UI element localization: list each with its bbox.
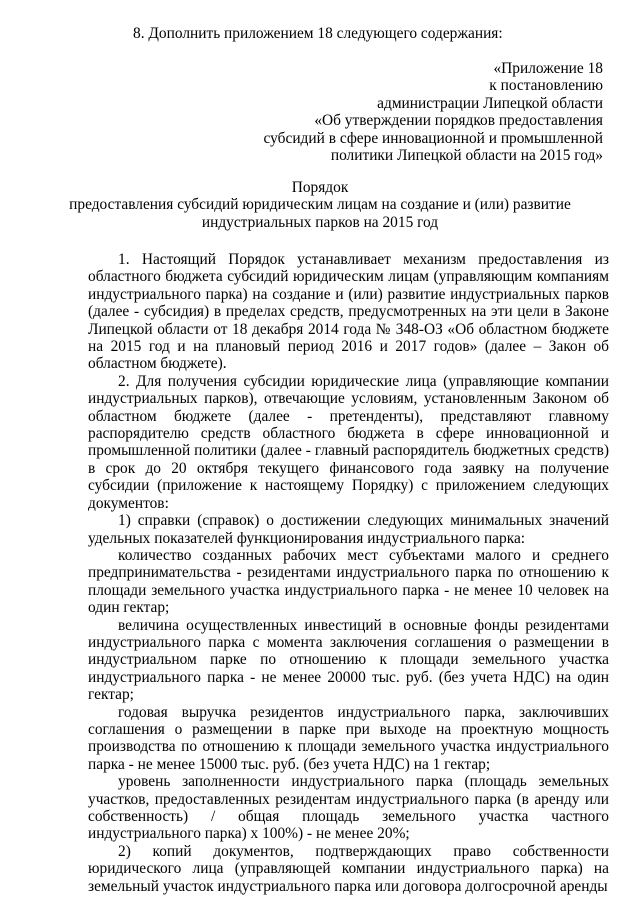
appendix-line: политики Липецкой области на 2015 год» [330,147,603,165]
title-line: Порядок [291,179,349,196]
appendix-line: к постановлению [489,77,603,95]
title-line: индустриальных парков на 2015 год [201,213,439,231]
paragraph: годовая выручка резидентов индустриального парка, заключивших соглашения о размещении в парке при выходе на проектную мощность производства по отношению к площади земельного участка индустриального парка - не менее 15000 тыс. руб. (без учета НДС) на 1 гектар; [88,703,609,773]
paragraph: 1. Настоящий Порядок устанавливает механизм предоставления из областного бюджета субсидий юридическим лицам (управляющим компаниям индустриального парка) на создание и (или) развитие индустриальных парков (далее - субсидия) в пределах средств, предусмотренных на эти цели в Законе Липецкой области от 18 декабря 2014 года № 348-ОЗ «Об областном бюджете на 2015 год и на плановый период 2016 и 2017 годов» (далее – Закон об областном бюджете). [88,251,609,373]
paragraph: величина осуществленных инвестиций в основные фонды резидентами индустриального парка с момента заключения соглашения о размещении в индустриальном парке по отношению к площади земельного участка индустриального парка - не менее 20000 тыс. руб. (без учета НДС) на один гектар; [88,616,609,704]
appendix-header [264,60,603,164]
paragraph: 2. Для получения субсидии юридические лица (управляющие компании индустриальных парков), отвечающие условиям, установленным Законом об областном бюджете (далее - претенденты), представляют главному распорядителю средств областного бюджета в сфере инновационной и промышленной политики (далее - главный распорядитель бюджетных средств) в срок до 20 октября текущего финансового года заявку на получение субсидии (приложение к настоящему Порядку) с приложением следующих документов: [88,372,609,512]
intro-line: 8. Дополнить приложением 18 следующего содержания: [133,25,503,42]
appendix-line: администрации Липецкой области [377,94,603,112]
appendix-line: «Об утверждении порядков предоставления [314,112,603,130]
paragraph: 2) копий документов, подтверждающих право собственности юридического лица (управляющей компании индустриального парка) на земельный участок индустриального парка или договора долгосрочной аренды [88,842,609,895]
appendix-line: «Приложение 18 [493,60,603,77]
document-title [40,179,600,231]
document-body [88,251,609,895]
title-line: предоставления субсидий юридическим лицам на создание и (или) развитие [69,196,571,214]
paragraph: количество созданных рабочих мест субъектами малого и среднего предпринимательства - резидентами индустриального парка по отношению к площади земельного участка индустриального парка - не менее 10 человек на один гектар; [88,546,609,617]
appendix-line: субсидий в сфере инновационной и промышленной [263,129,603,147]
paragraph: уровень заполненности индустриального парка (площадь земельных участков, предоставленных резидентам индустриального парка (в аренду или собственность) / общая площадь земельного участка частного индустриального парка) х 100%) - не менее 20%; [88,773,609,843]
paragraph: 1) справки (справок) о достижении следующих минимальных значений удельных показателей функционирования индустриального парка: [88,512,609,547]
